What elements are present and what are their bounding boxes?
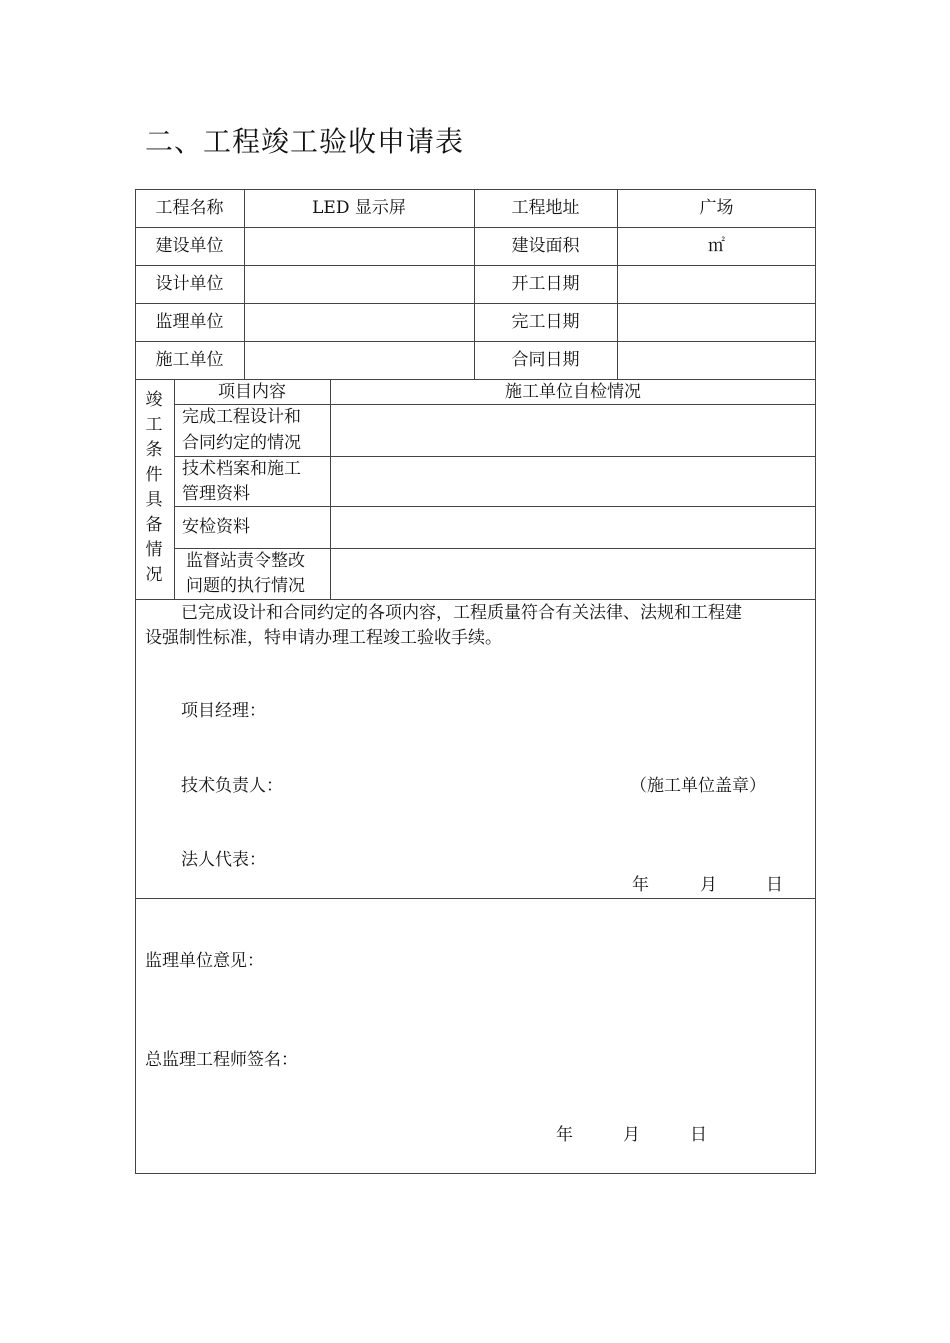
condition-item-2-line2: 管理资料 [182,484,250,504]
project-name-value: LED 显示屏 [312,198,406,218]
builder-label: 建设单位 [155,236,224,256]
contract-date-label: 合同日期 [511,350,580,370]
column-divider [174,379,175,599]
row-divider [135,599,816,600]
construction-stamp-label: （施工单位盖章） [630,776,766,796]
row-divider [135,341,816,342]
statement-line-2: 设强制性标准，特申请办理工程竣工验收手续。 [145,628,502,648]
chief-supervisor-signature-label: 总监理工程师签名： [145,1050,298,1070]
condition-item-1-line1: 完成工程设计和 [182,407,301,427]
start-date-label: 开工日期 [511,274,580,294]
area-value: ㎡ [708,236,725,256]
condition-item-2-line1: 技术档案和施工 [182,459,301,479]
row-divider [135,265,816,266]
legal-rep-label: 法人代表： [181,850,266,870]
supervisor-month: 月 [623,1125,640,1145]
project-address-value: 广场 [699,198,734,218]
construction-label: 施工单位 [155,350,224,370]
condition-item-4-line1: 监督站责令整改 [186,551,305,571]
statement-day: 日 [766,875,783,895]
statement-month: 月 [700,875,717,895]
project-manager-label: 项目经理： [181,701,266,721]
conditions-side-label: 竣 工 条 件 具 备 情 况 [145,390,163,585]
supervisor-day: 日 [690,1125,707,1145]
column-header-item: 项目内容 [218,382,286,402]
page-title: 二、工程竣工验收申请表 [145,125,465,158]
supervision-label: 监理单位 [155,312,224,332]
project-name-label: 工程名称 [155,198,224,218]
statement-line-1: 已完成设计和合同约定的各项内容，工程质量符合有关法律、法规和工程建 [181,603,742,623]
statement-year: 年 [632,875,649,895]
column-divider [330,379,331,599]
design-label: 设计单位 [155,274,224,294]
condition-item-3: 安检资料 [182,517,250,537]
tech-lead-label: 技术负责人： [181,776,283,796]
area-label: 建设面积 [511,236,580,256]
row-divider [174,506,816,507]
finish-date-label: 完工日期 [511,312,580,332]
application-form-table [135,189,816,1174]
row-divider [135,303,816,304]
project-address-label: 工程地址 [511,198,580,218]
condition-item-1-line2: 合同约定的情况 [182,433,301,453]
supervisor-opinion-label: 监理单位意见： [145,951,264,971]
row-divider [135,227,816,228]
column-header-check: 施工单位自检情况 [505,382,641,402]
condition-item-4-line2: 问题的执行情况 [186,576,305,596]
supervisor-year: 年 [556,1125,573,1145]
row-divider [135,898,816,899]
